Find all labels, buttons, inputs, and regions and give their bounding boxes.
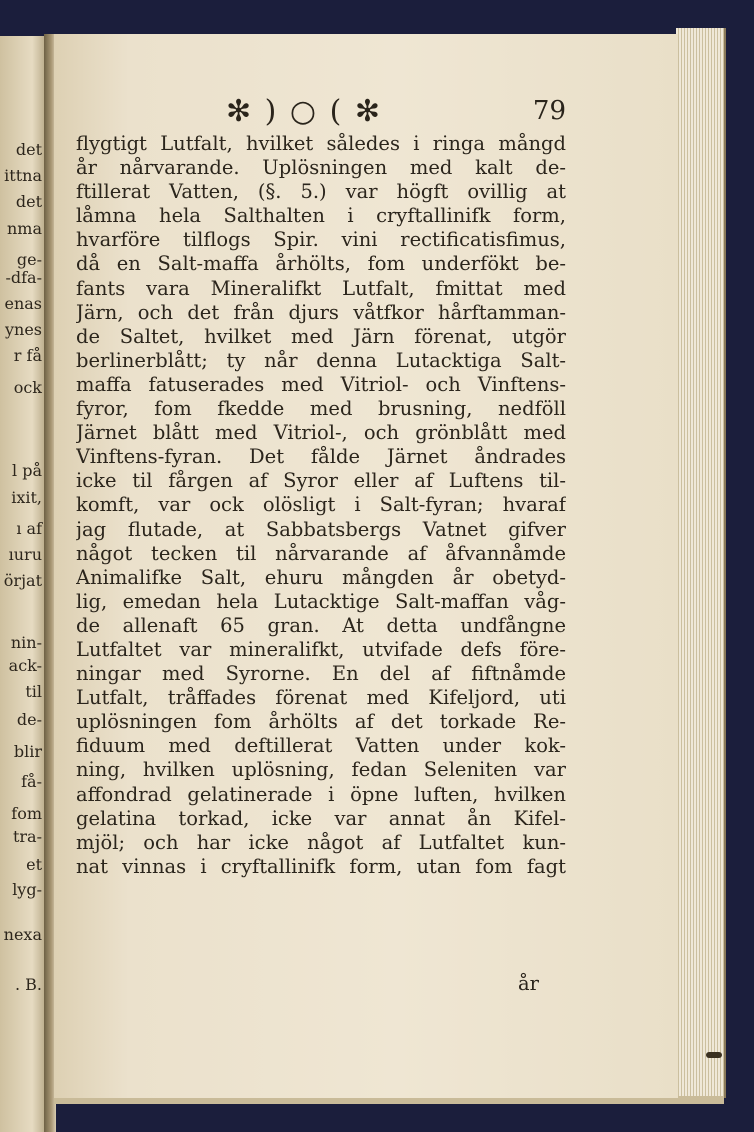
text-line: då en Salt-maffa århölts, fom underfökt be- <box>76 252 566 276</box>
text-line: Vinftens-fyran. Det fålde Järnet åndrades <box>76 445 566 469</box>
left-page-fragment: ixit, <box>11 488 42 507</box>
running-header <box>226 94 566 130</box>
left-page-fragment: de- <box>16 710 42 729</box>
body-text <box>76 132 566 879</box>
left-page-fragment: ıuru <box>8 545 42 564</box>
left-page-fragment: ynes <box>4 320 42 339</box>
left-page-fragment: få- <box>21 772 42 791</box>
text-line: de Saltet, hvilket med Järn förenat, utgör <box>76 324 566 348</box>
left-page-fragment: l på <box>12 461 42 480</box>
text-line: de allenaft 65 gran. At detta undfångne <box>76 613 566 637</box>
left-page-fragment: ge- <box>16 250 42 269</box>
left-page-fragment: . B. <box>14 975 42 994</box>
left-page-fragment: til <box>25 682 42 701</box>
left-page-fragment: fom <box>11 804 42 823</box>
left-page-fragment: örjat <box>3 571 42 590</box>
left-page-fragment: tra- <box>12 827 42 846</box>
text-line: gelatina torkad, icke var annat ån Kifel- <box>76 806 566 830</box>
left-page-fragment: lyg- <box>12 880 42 899</box>
text-line: icke til fårgen af Syror eller af Luftens til- <box>76 469 566 493</box>
text-line: komft, var ock olösligt i Salt-fyran; hvaraf <box>76 493 566 517</box>
text-line: uplösningen fom århölts af det torkade Re- <box>76 710 566 734</box>
header-ornament: ✻ ) ○ ( ✻ <box>226 94 383 129</box>
left-page-fragment: enas <box>4 294 42 313</box>
left-page-fragment: nexa <box>3 925 42 944</box>
text-line: lig, emedan hela Lutacktige Salt-maffan våg- <box>76 589 566 613</box>
text-line: mjöl; och har icke något af Lutfaltet kun- <box>76 830 566 854</box>
left-page-fragment: det <box>15 192 42 211</box>
catchword: år <box>518 972 539 995</box>
left-page-fragment: ock <box>13 378 42 397</box>
text-line: ningar med Syrorne. En del af fiftnåmde <box>76 662 566 686</box>
left-page-fragment: r få <box>13 346 42 365</box>
ink-smudge <box>706 1052 722 1058</box>
left-page-fragment: ack- <box>8 656 42 675</box>
text-line: jag flutade, at Sabbatsbergs Vatnet gifver <box>76 517 566 541</box>
text-line: år nårvarande. Uplösningen med kalt de- <box>76 156 566 180</box>
text-line: låmna hela Salthalten i cryftallinifk form, <box>76 204 566 228</box>
left-page-fragment: nin- <box>10 633 42 652</box>
left-page-fragment: et <box>26 855 42 874</box>
text-line: fants vara Mineralifkt Lutfalt, fmittat med <box>76 276 566 300</box>
text-line: Järnet blått med Vitriol-, och grönblått med <box>76 421 566 445</box>
left-page-fragment: ittna <box>4 166 42 185</box>
text-line: flygtigt Lutfalt, hvilket således i ringa mångd <box>76 132 566 155</box>
page-number: 79 <box>532 96 566 126</box>
text-line: något tecken til nårvarande af åfvannåmde <box>76 541 566 565</box>
text-line: berlinerblått; ty når denna Lutacktiga Salt- <box>76 348 566 372</box>
text-line: affondrad gelatinerade i öpne luften, hvilken <box>76 782 566 806</box>
text-line: Lutfalt, tråffades förenat med Kifeljord, uti <box>76 686 566 710</box>
text-line: fyror, fom fkedde med brusning, nedföll <box>76 397 566 421</box>
page-edges <box>676 28 726 1098</box>
left-page-fragment: ı af <box>16 519 42 538</box>
left-page-fragment: det <box>15 140 42 159</box>
facing-left-page <box>0 36 46 1132</box>
text-line: Animalifke Salt, ehuru mångden år obetyd- <box>76 565 566 589</box>
text-line: Järn, och det från djurs våtfkor hårftamman- <box>76 300 566 324</box>
text-line: hvarföre tilflogs Spir. vini rectificatisfimus, <box>76 228 566 252</box>
left-page-fragment: nma <box>6 219 42 238</box>
text-line: nat vinnas i cryftallinifk form, utan fom fagt <box>76 854 566 878</box>
text-line: ftillerat Vatten, (§. 5.) var högft ovillig at <box>76 180 566 204</box>
text-line: maffa fatuserades med Vitriol- och Vinftens- <box>76 372 566 396</box>
left-page-fragment: blir <box>13 742 42 761</box>
text-line: Lutfaltet var mineralifkt, utvifade defs före- <box>76 637 566 661</box>
left-page-fragment: -dfa- <box>5 268 42 287</box>
text-line: ning, hvilken uplösning, fedan Seleniten var <box>76 758 566 782</box>
text-line: fiduum med deftillerat Vatten under kok- <box>76 734 566 758</box>
